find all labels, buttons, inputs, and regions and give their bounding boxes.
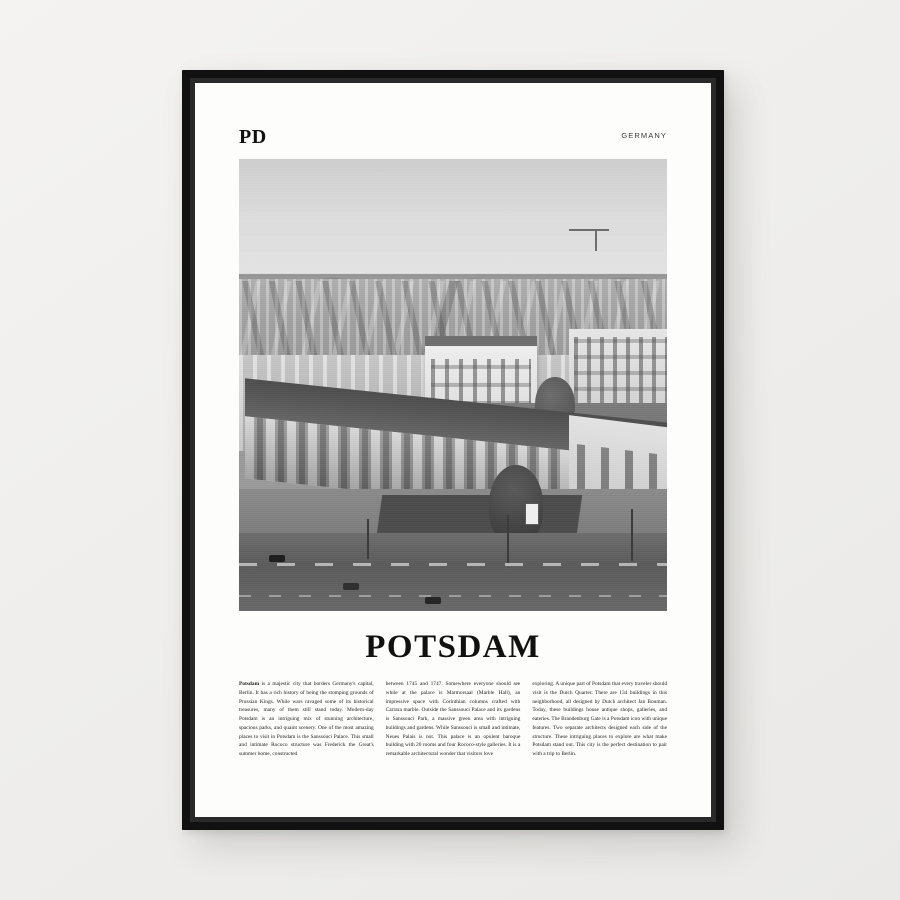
road-markings-lower bbox=[239, 595, 667, 597]
country-label: GERMANY bbox=[621, 131, 667, 140]
street-lamp bbox=[507, 515, 509, 563]
boulevard-road bbox=[239, 533, 667, 611]
body-text-columns bbox=[239, 680, 667, 759]
street-lamp bbox=[367, 519, 369, 559]
body-lead-in: Potsdam bbox=[239, 681, 260, 687]
body-column-1 bbox=[239, 680, 374, 759]
frame-mat bbox=[195, 83, 711, 817]
body-text: is a majestic city that borders Germany's capital, Berlin. It has a rich history of being the stomping grounds of Prussian Kings. While wars ravaged some of its historical treasures, many of them still stand today. Modern-day Potsdam is an intriguing mix of stunning architecture, spacious parks, and quaint scenery. One of the most amazing places to visit in Potsdam is the Sanssouci Palace. This small and intimate Rococo structure was Frederick the Great's summer home, constructed bbox=[239, 681, 374, 757]
street-kiosk bbox=[525, 503, 539, 525]
body-column-2 bbox=[386, 680, 521, 759]
car bbox=[425, 597, 441, 604]
poster bbox=[195, 83, 711, 817]
poster-photograph bbox=[239, 159, 667, 611]
construction-crane bbox=[569, 229, 609, 231]
body-text: exploring. A unique part of Potsdam that every traveler should visit is the Dutch Quarter. There are 134 buildings in this neighborhood, all designed by Dutch architect Jan Bouman. Today, these buildings house antique shops, galleries, and eateries. The Brandenburg Gate is a Potsdam icon with unique features. Two separate architects designed each side of the structure. These intriguing places to explore are what make Potsdam stand out. This city is the perfect destination to pair with a trip to Berlin. bbox=[532, 681, 668, 757]
body-text: between 1745 and 1747. Somewhere everyone should see while at the palace is Marmorsaal (Marble Hall), an impressive space with Corinthian columns crafted with Carrara marble. Outside the Sanssouci Palace and its gardens is Sanssouci Park, a massive green area with intriguing buildings and gardens. While Sanssouci is small and intimate, Neues Palais is not. This palace is an opulent baroque building with 20 rooms and four Rococo-style galleries. It is a remarkable architectural wonder that visitors love bbox=[385, 681, 521, 757]
street-lamp bbox=[631, 509, 633, 561]
body-column-3 bbox=[532, 680, 667, 759]
page-title: POTSDAM bbox=[365, 629, 541, 665]
brand-mark: PD bbox=[239, 126, 267, 148]
car bbox=[343, 583, 359, 590]
road-markings-upper bbox=[239, 563, 667, 566]
picture-frame bbox=[182, 70, 724, 830]
poster-header bbox=[239, 127, 667, 147]
car bbox=[269, 555, 285, 562]
